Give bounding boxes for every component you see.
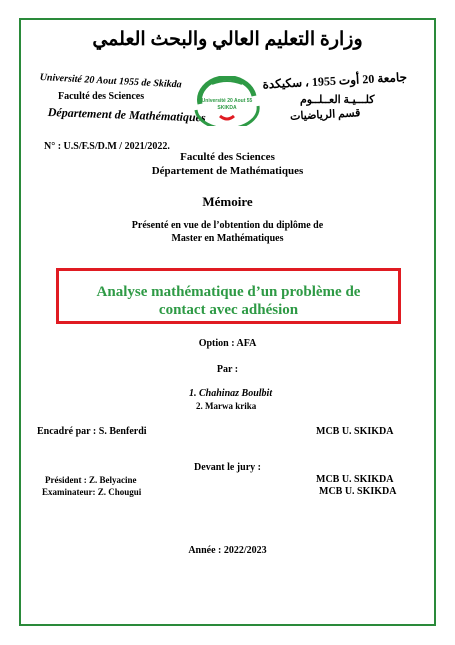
jury-heading: Devant le jury : — [194, 462, 261, 473]
university-name-arabic: جامعة 20 أوت 1955 ، سكيكدة — [262, 70, 408, 92]
presented-line-2: Master en Mathématiques — [171, 233, 284, 244]
jury-president: Président : Z. Belyacine — [45, 475, 137, 485]
faculty-name-arabic: كلـــيـة العــلــوم — [300, 94, 375, 106]
option-label: Option : AFA — [198, 338, 257, 349]
svg-text:Université 20 Aout 55: Université 20 Aout 55 — [201, 98, 253, 104]
department-name: Département de Mathématiques — [151, 165, 304, 177]
supervisor-affiliation: MCB U. SKIKDA — [316, 426, 394, 437]
author-1: 1. Chahinaz Boulbit — [189, 388, 273, 399]
author-2: 2. Marwa krika — [196, 401, 257, 411]
jury-examiner-affiliation: MCB U. SKIKDA — [319, 486, 397, 497]
faculty-name-french: Faculté des Sciences — [58, 91, 145, 102]
jury-president-affiliation: MCB U. SKIKDA — [316, 474, 394, 485]
thesis-title-line-2: contact avec adhésion — [158, 302, 299, 318]
department-name-french: Département de Mathématiques — [47, 105, 206, 125]
reference-number: N° : U.S/F.S/D.M / 2021/2022. — [44, 141, 170, 152]
supervisor: Encadré par : S. Benferdi — [37, 426, 147, 437]
jury-examiner: Examinateur: Z. Chougui — [42, 487, 142, 497]
document-type: Mémoire — [202, 194, 253, 209]
presented-line-1: Présenté en vue de l’obtention du diplôme de — [131, 220, 324, 231]
svg-text:SKIKDA: SKIKDA — [217, 105, 237, 111]
academic-year: Année : 2022/2023 — [188, 545, 267, 556]
department-name-arabic: قسم الرياضيات — [289, 107, 361, 123]
faculty-name: Faculté des Sciences — [180, 151, 275, 163]
ministry-title-arabic: وزارة التعليم العالي والبحث العلمي — [92, 29, 363, 50]
by-label: Par : — [216, 364, 239, 375]
thesis-title-line-1: Analyse mathématique d’un problème de — [96, 284, 361, 300]
university-name-french: Université 20 Aout 1955 de Skikda — [39, 72, 182, 91]
university-logo — [190, 76, 264, 126]
